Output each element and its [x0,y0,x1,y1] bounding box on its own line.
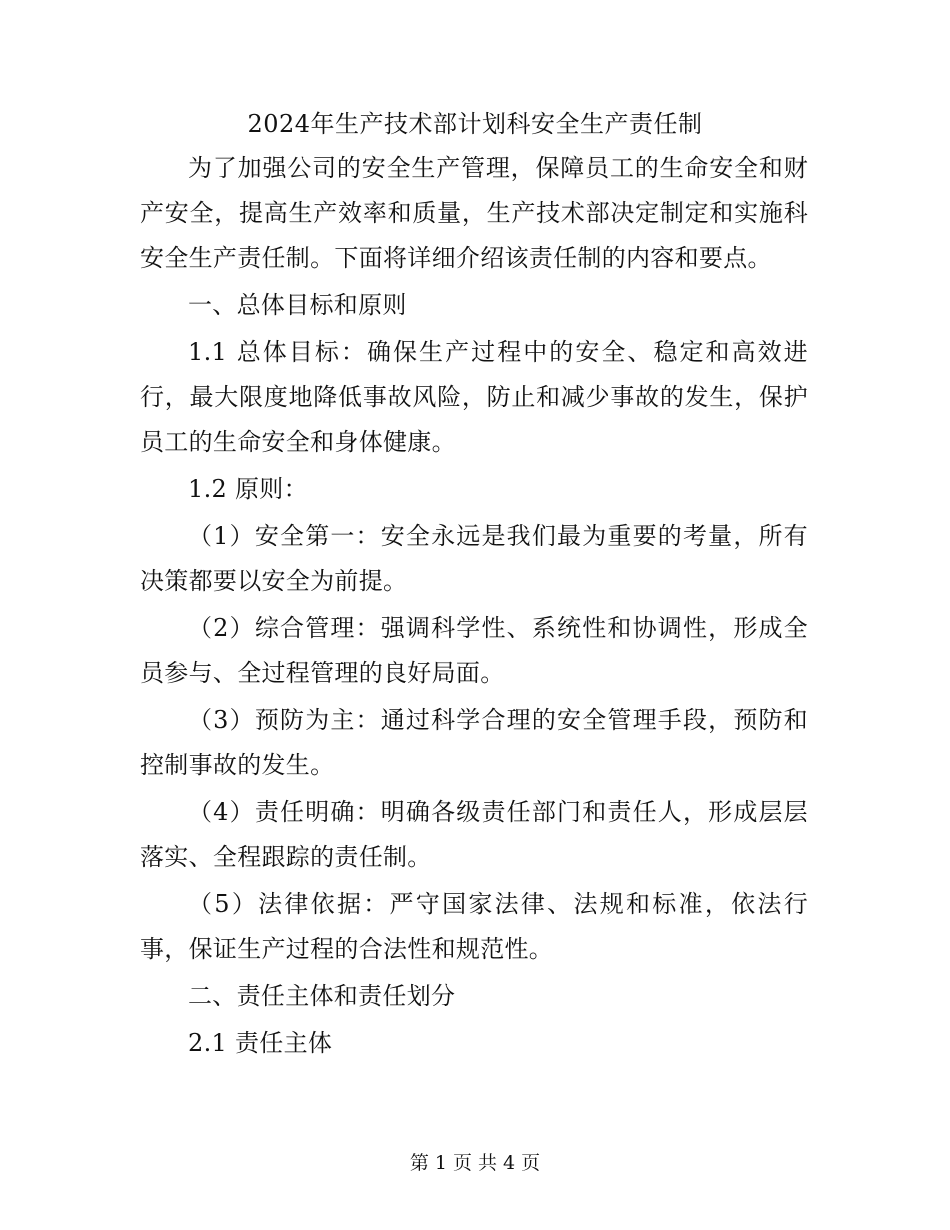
principle-item-3: （3）预防为主：通过科学合理的安全管理手段，预防和控制事故的发生。 [140,706,808,779]
intro-paragraph: 为了加强公司的安全生产管理，保障员工的生命安全和财产安全，提高生产效率和质量，生产技术部决定制定和实施科安全生产责任制。下面将详细介绍该责任制的内容和要点。 [140,154,808,272]
principle-item-2: （2）综合管理：强调科学性、系统性和协调性，形成全员参与、全过程管理的良好局面。 [140,614,808,687]
section-heading-2: 二、责任主体和责任划分 [188,982,456,1010]
page-footer: 第 1 页 共 4 页 [409,1152,541,1174]
paragraph-2-1: 2.1 责任主体 [188,1029,333,1057]
principle-item-5: （5）法律依据：严守国家法律、法规和标准，依法行事，保证生产过程的合法性和规范性。 [140,890,808,963]
document-title: 2024年生产技术部计划科安全生产责任制 [247,110,703,138]
paragraph-1-2: 1.2 原则： [188,475,308,503]
principle-item-4: （4）责任明确：明确各级责任部门和责任人，形成层层落实、全程跟踪的责任制。 [140,798,808,871]
section-heading-1: 一、总体目标和原则 [188,291,407,319]
document-body [140,146,808,1068]
principle-item-1: （1）安全第一：安全永远是我们最为重要的考量，所有决策都要以安全为前提。 [140,522,808,595]
paragraph-1-1: 1.1 总体目标：确保生产过程中的安全、稳定和高效进行，最大限度地降低事故风险，防止和减少事故的发生，保护员工的生命安全和身体健康。 [140,338,808,456]
